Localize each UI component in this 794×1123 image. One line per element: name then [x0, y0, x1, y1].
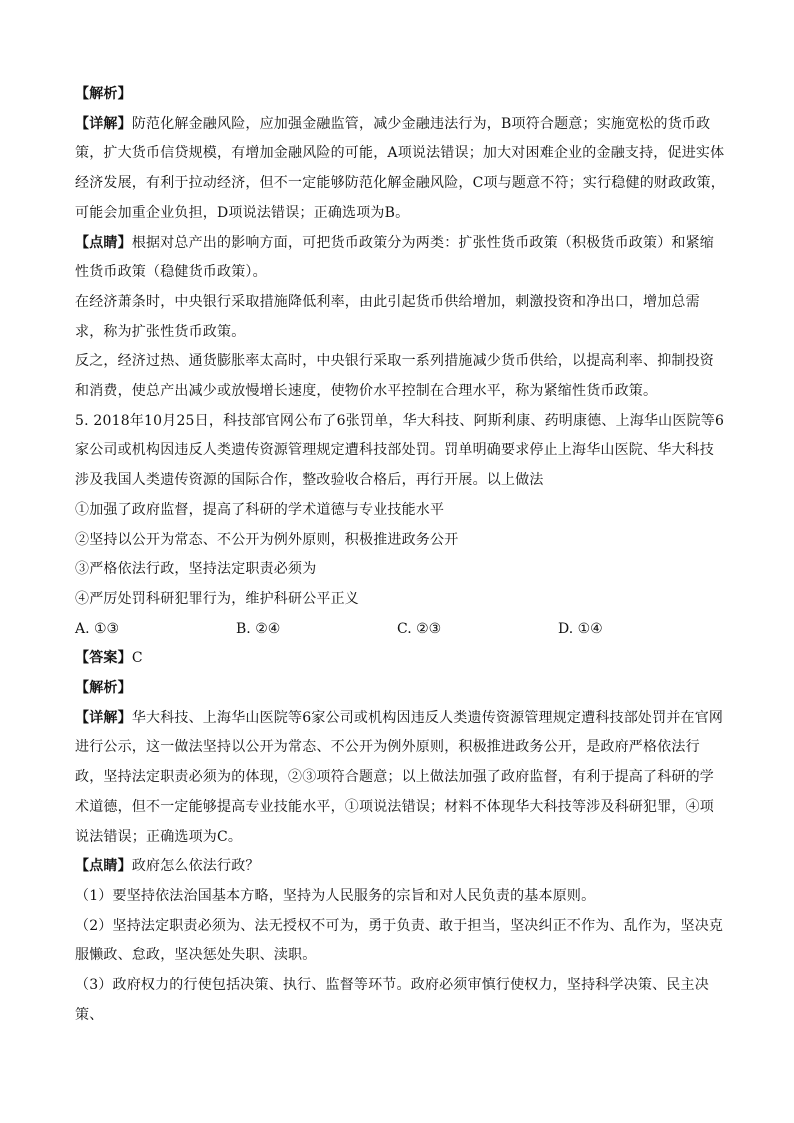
point-3: （3）政府权力的行使包括决策、执行、监督等环节。政府必须审慎行使权力，坚持科学决策、民主决策、: [75, 977, 709, 1023]
point-1: （1）要坚持依法治国基本方略，坚持为人民服务的宗旨和对人民负责的基本原则。: [75, 887, 596, 904]
point-2: （2）坚持法定职责必须为、法无授权不可为，勇于负责、敢于担当，坚决纠正不作为、乱作为，坚决克服懒政、怠政，坚决惩处失职、渎职。: [75, 917, 724, 964]
expansion-policy-paragraph: 在经济萧条时，中央银行采取措施降低利率，由此引起货币供给增加，刺激投资和净出口，增加总需求，称为扩张性货币政策。: [75, 293, 700, 340]
document-body: [75, 80, 727, 1031]
statement-2: ②坚持以公开为常态、不公开为例外原则，积极推进政务公开: [75, 531, 459, 548]
statement-3: ③严格依法行政，坚持法定职责必须为: [75, 561, 317, 578]
option-d: D. ①④: [558, 620, 603, 637]
contraction-policy-paragraph: 反之，经济过热、通货膨胀率太高时，中央银行采取一系列措施减少货币供给，以提高利率、抑制投资和消费，使总产出减少或放慢增长速度，使物价水平控制在合理水平，称为紧缩性货币政策。: [75, 353, 714, 400]
statement-1: ①加强了政府监督，提高了科研的学术道德与专业技能水平: [75, 501, 445, 518]
key-point-paragraph-q5: 【点睛】政府怎么依法行政？: [75, 858, 260, 875]
detail-paragraph-q5: 【详解】华大科技、上海华山医院等6家公司或机构因违反人类遗传资源管理规定遭科技部处罚并在官网进行公示，这一做法坚持以公开为常态、不公开为例外原则，积极推进政务公开，是政府严格依法行政，坚持法定职责必须为的体现，②③项符合题意；以上做法加强了政府监督，有利于提高了科研的学术道德，但不一定能够提高专业技能水平，①项说法错误；材料不体现华大科技等涉及科研犯罪，④项说法错误；正确选项为C。: [75, 709, 724, 845]
option-c: C. ②③: [397, 620, 442, 637]
statement-4: ④严厉处罚科研犯罪行为，维护科研公平正义: [75, 590, 359, 607]
option-a: A. ①③: [75, 620, 120, 637]
analysis-heading: 【解析】: [75, 86, 132, 102]
answer-options: [75, 615, 727, 645]
question-5-stem: 5. 2018年10月25日，科技部官网公布了6张罚单，华大科技、阿斯利康、药明康德、上海华山医院等6家公司或机构因违反人类遗传资源管理规定遭科技部处罚。罚单明确要求停止上海华山医院、华大科技涉及我国人类遗传资源的国际合作，整改验收合格后，再行开展。以上做法: [75, 412, 725, 489]
answer-line: 【答案】C: [75, 650, 143, 667]
detail-paragraph-q4: 【详解】防范化解金融风险，应加强金融监管，减少金融违法行为，B项符合题意；实施宽松的货币政策，扩大货币信贷规模，有增加金融风险的可能，A项说法错误；加大对困难企业的金融支持，促进实体经济发展，有利于拉动经济，但不一定能够防范化解金融风险，C项与题意不符；实行稳健的财政政策，可能会加重企业负担，D项说法错误；正确选项为B。: [75, 115, 725, 221]
key-point-paragraph-q4: 【点睛】根据对总产出的影响方面，可把货币政策分为两类：扩张性货币政策（积极货币政策）和紧缩性货币政策（稳健货币政策）。: [75, 234, 715, 281]
analysis-heading-q5: 【解析】: [75, 680, 132, 697]
option-b: B. ②④: [236, 620, 281, 637]
